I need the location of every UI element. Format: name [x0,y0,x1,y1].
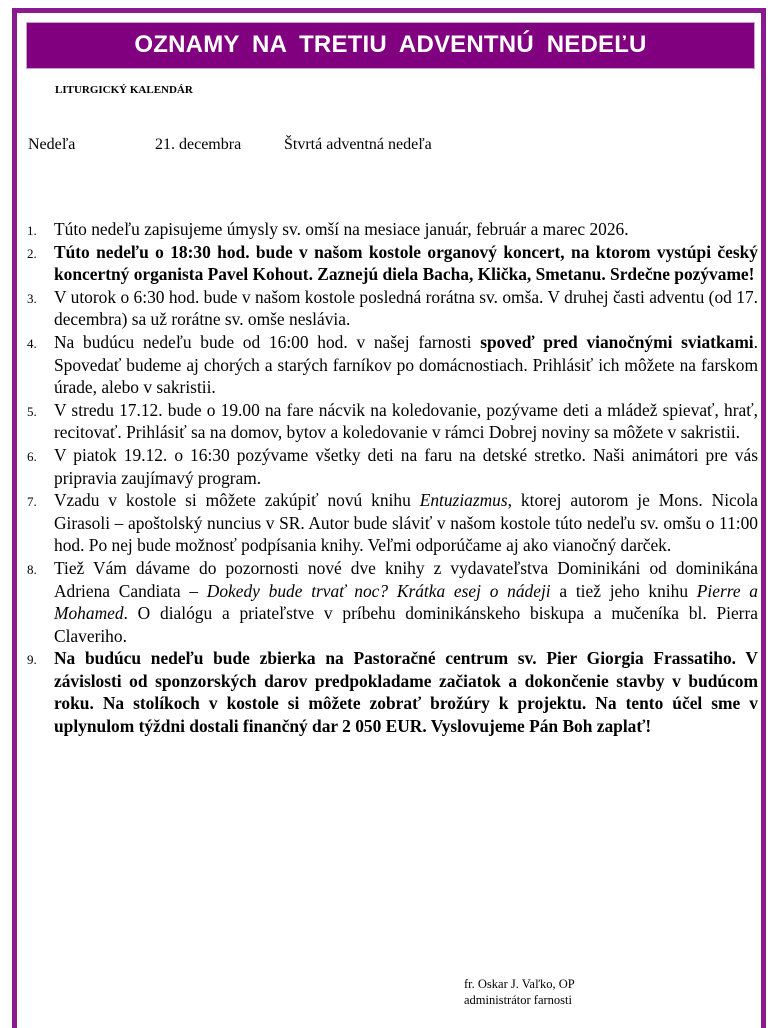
notice-item [22,399,758,444]
notice-item [22,286,758,331]
notice-text: spoveď pred vianočnými sviatkami [480,331,754,352]
notice-number: 3. [27,290,37,306]
signature-role: administrátor farnosti [464,993,572,1007]
notice-text: Dokedy bude trvať noc? Krátka esej o nádeji [206,580,551,601]
notice-item [22,557,758,647]
notice-text: V piatok 19.12. o 16:30 pozývame všetky deti na faru na detské stretko. Naši animátori pre vás pripravia zaujímavý program. [54,444,758,488]
notice-text: Na budúcu nedeľu bude zbierka na Pastoračné centrum sv. Pier Giorgia Frassatiho. V závislosti od sponzorských darov predpokladame začiatok a dokončenie stavby v budúcom roku. Na stolíkoch v kostole si môžete zobrať brožúry k projektu. Na tento účel sme v uplynulom týždni dostali finančný dar 2 050 EUR. Vyslovujeme Pán Boh zaplať! [54,648,758,737]
calendar-day: Nedeľa [28,136,76,153]
notice-item [22,489,758,557]
notice-text: Na budúcu nedeľu bude od 16:00 hod. v našej farnosti [54,331,481,352]
notice-item [22,331,758,399]
signature [464,976,575,1008]
notices-list [22,218,758,738]
liturgical-calendar-label: LITURGICKÝ KALENDÁR [55,84,193,96]
notice-text: Tiež Vám dávame do pozornosti nové dve knihy z vydavateľstva Dominikáni od dominikána Adriena Candiata – [54,557,758,601]
notice-text: Vzadu v kostole si môžete zakúpiť novú knihu [54,490,420,511]
notice-item [22,241,758,286]
notice-text: Entuziazmus [419,490,508,511]
notice-text: V stredu 17.12. bude o 19.00 na fare nácvik na koledovanie, pozývame deti a mládež spievať, hrať, recitovať. Prihlásiť sa na domov, bytov a koledovanie v rámci Dobrej noviny sa môžete v sakristii. [54,399,758,443]
notice-text: . O dialógu a priateľstve v príbehu dominikánskeho biskupa a mučeníka bl. Pierra Claveriho. [54,603,758,646]
page-title: OZNAMY NA TRETIU ADVENTNÚ NEDEĽU [26,22,755,69]
calendar-celebration: Štvrtá adventná nedeľa [284,136,432,153]
notice-text: , ktorej autorom je Mons. Nicola Girasoli – apoštolský nuncius v SR. Autor bude sláviť v našom kostole túto nedeľu sv. omšu o 11:00 hod. Po nej bude možnosť podpísania knihy. Veľmi odporúčame aj ako vianočný darček. [54,490,758,556]
notice-number: 8. [27,561,37,577]
notice-text: Túto nedeľu zapisujeme úmysly sv. omší na mesiace január, február a marec 2026. [54,219,629,239]
notice-text: a tiež jeho knihu [550,580,697,601]
calendar-date: 21. decembra [155,136,242,153]
signature-name: fr. Oskar J. Vaľko, OP [464,977,575,991]
notice-number: 6. [27,448,37,464]
notice-item [22,444,758,489]
notice-number: 7. [27,494,37,510]
notice-number: 9. [27,652,37,668]
notice-text: V utorok o 6:30 hod. bude v našom kostole posledná rorátna sv. omša. V druhej časti adventu (od 17. decembra) sa už rorátne sv. omše neslávia. [54,286,758,330]
notice-item [22,647,758,737]
notice-text: Pierre a Mohamed [54,580,758,624]
notice-number: 2. [27,245,37,261]
notice-text: . Spovedať budeme aj chorých a starých farníkov po domácnostiach. Prihlásiť ich môžete na farskom úrade, alebo v sakristii. [54,331,758,398]
notice-number: 1. [27,223,37,238]
notice-number: 4. [27,335,37,351]
notice-text: Túto nedeľu o 18:30 hod. bude v našom kostole organový koncert, na ktorom vystúpi český koncertný organista Pavel Kohout. Zaznejú diela Bacha, Klička, Smetanu. Srdečne pozývame! [54,241,758,285]
notice-item [22,218,758,241]
notice-number: 5. [27,403,37,419]
